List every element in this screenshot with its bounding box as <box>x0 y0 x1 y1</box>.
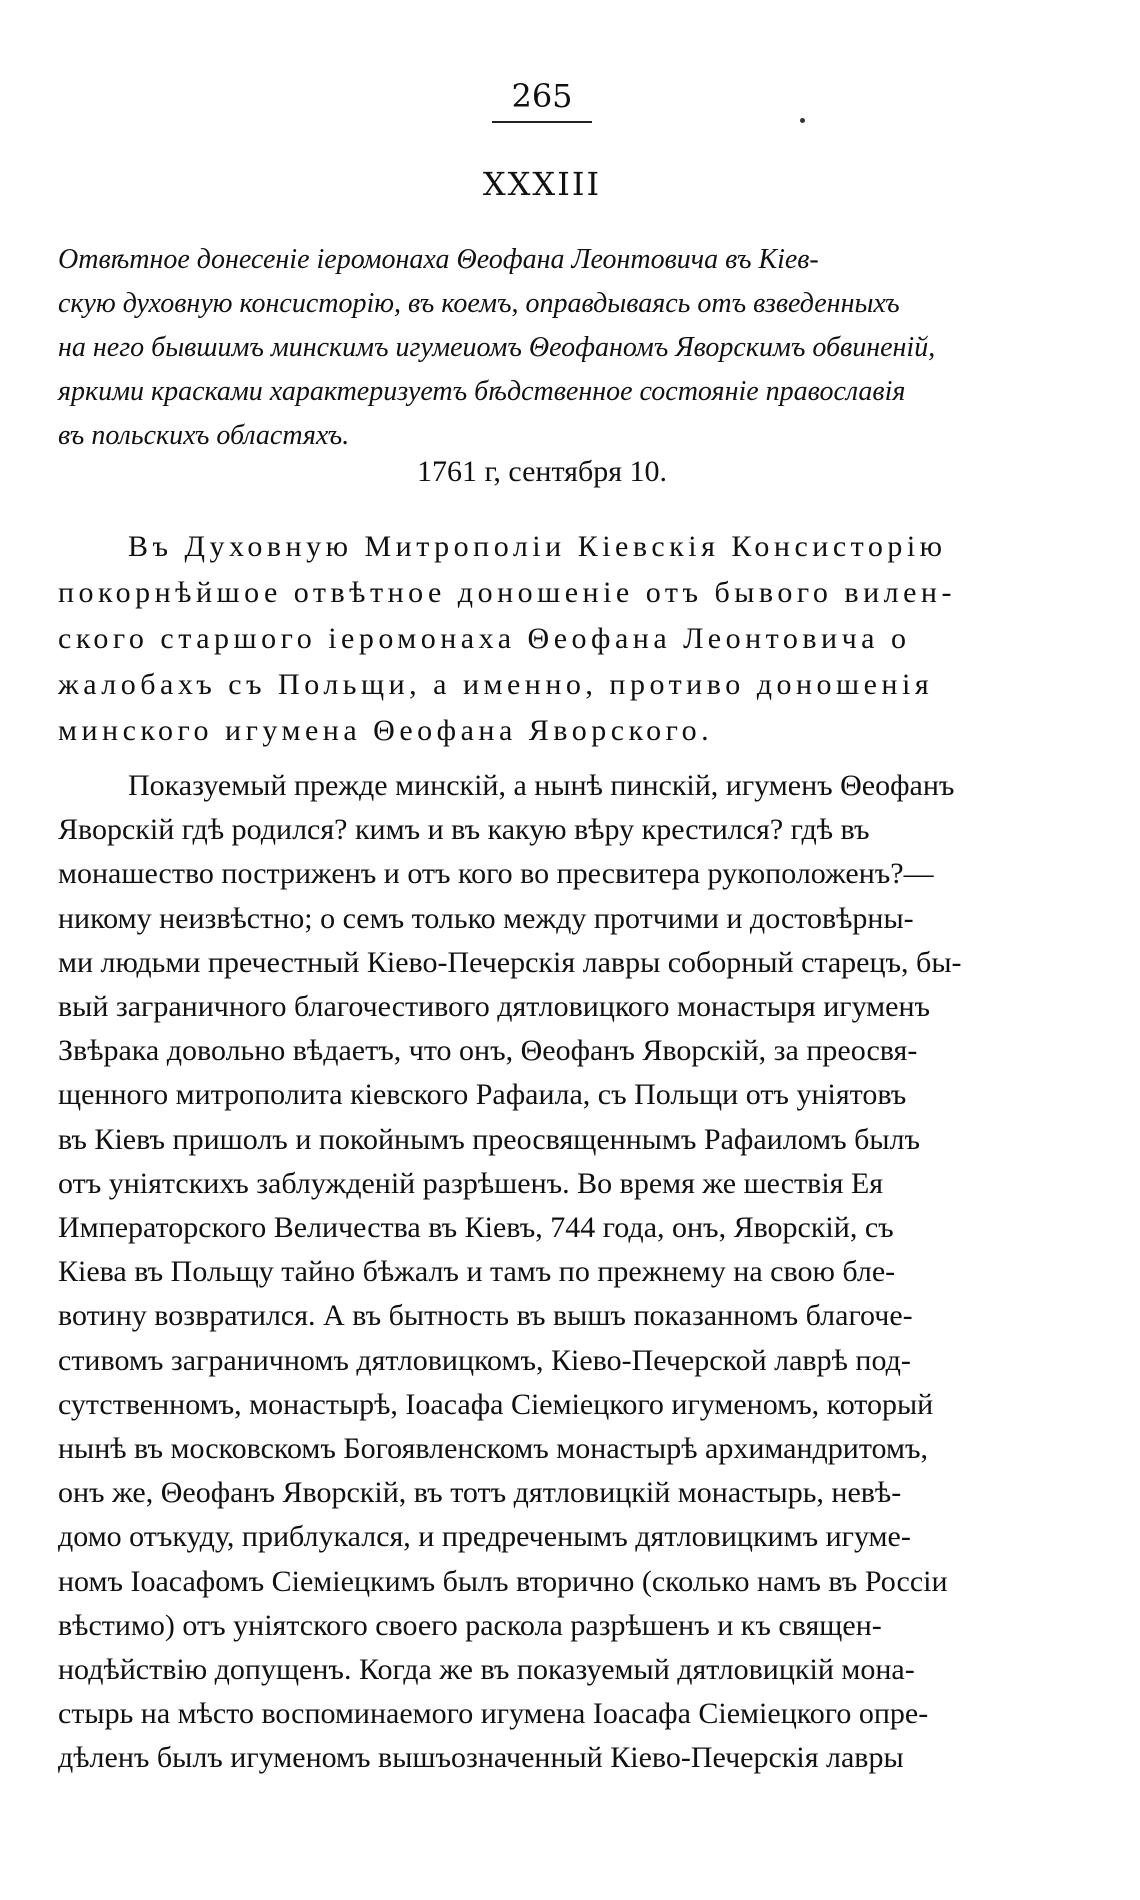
body-line: Звѣрака довольно вѣдаетъ, что онъ, Θеофанъ Яворскій, за преосвя- <box>58 1034 918 1068</box>
body-line: въ Кіевъ пришолъ и покойнымъ преосвященнымъ Рафаиломъ былъ <box>58 1122 921 1156</box>
address-line: минского игумена Θеофана Яворского. <box>58 714 714 747</box>
body-line: Императорского Величества въ Кіевъ, 744 года, онъ, Яворскій, съ <box>58 1211 894 1245</box>
summary-line: Отвѣтное донесеніе іеромонаха Θеофана Леонтовича въ Кіев- <box>58 244 819 275</box>
document-summary <box>58 238 1040 458</box>
body-line: вѣстимо) отъ уніятского своего раскола разрѣшенъ и къ священ- <box>58 1608 882 1642</box>
body-paragraph <box>58 764 1048 1781</box>
body-line: щенного митрополита кіевского Рафаила, съ Польщи отъ уніятовъ <box>58 1078 907 1112</box>
body-line: нынѣ въ московскомъ Богоявленскомъ монастырѣ архимандритомъ, <box>58 1432 928 1466</box>
body-line: отъ уніятскихъ заблужденій разрѣшенъ. Во время же шествія Ея <box>58 1166 884 1200</box>
summary-line: яркими красками характеризуетъ бѣдственное состояніе православія <box>58 376 906 407</box>
print-speck <box>800 118 805 123</box>
body-line: стырь на мѣсто воспоминаемого игумена Іоасафа Сіеміецкого опре- <box>58 1697 929 1731</box>
summary-line: на него бывшимъ минскимъ игумеиомъ Θеофаномъ Яворскимъ обвиненій, <box>58 332 936 363</box>
page-number-rule <box>492 121 592 123</box>
body-line: онъ же, Θеофанъ Яворскій, въ тотъ дятловицкій монастырь, невѣ- <box>58 1476 902 1510</box>
body-line: сутственномъ, монастырѣ, Іоасафа Сіеміецкого игуменомъ, который <box>58 1387 934 1421</box>
body-line: монашество постриженъ и отъ кого во пресвитера рукоположенъ?— <box>58 857 934 891</box>
body-line: стивомъ заграничномъ дятловицкомъ, Кіево-Печерской лаврѣ под- <box>58 1343 911 1377</box>
body-line: вотину возвратился. А въ бытность въ вышъ показанномъ благоче- <box>58 1299 913 1333</box>
body-line: нодѣйствію допущенъ. Когда же въ показуемый дятловицкій мона- <box>58 1653 915 1687</box>
body-line: ми людьми пречестный Кіево-Печерскія лавры соборный старецъ, бы- <box>58 945 962 979</box>
address-line: жалобахъ съ Польщи, а именно, противо доношенія <box>58 668 934 701</box>
section-number: XXXIII <box>482 165 602 203</box>
summary-line: въ польскихъ областяхъ. <box>58 420 350 451</box>
body-line: дѣленъ былъ игуменомъ вышъозначенный Кіево-Печерскія лавры <box>58 1741 904 1775</box>
address-line: покорнѣйшое отвѣтное доношеніе отъ бывого вилен- <box>58 576 956 609</box>
summary-line: скую духовную консисторію, въ коемъ, оправдываясь отъ взведенныхъ <box>58 288 900 319</box>
body-line: номъ Іоасафомъ Сіеміецкимъ былъ вторично (сколько намъ въ Россіи <box>58 1564 948 1598</box>
body-line: Яворскій гдѣ родился? кимъ и въ какую вѣру крестился? гдѣ въ <box>58 813 870 847</box>
address-line: Въ Духовную Митрополіи Кіевскія Консисторію <box>128 530 947 563</box>
body-line: вый заграничного благочестивого дятловицкого монастыря игуменъ <box>58 990 931 1024</box>
body-line: никому неизвѣстно; о семъ только между протчими и достовѣрны- <box>58 901 914 935</box>
body-line: домо отъкуду, приблукался, и предреченымъ дятловицкимъ игуме- <box>58 1520 911 1554</box>
page-number: 265 <box>511 77 573 115</box>
address-line: ского старшого іеромонаха Θеофана Леонтовича о <box>58 622 911 655</box>
document-date: 1761 г, сентября 10. <box>416 455 668 488</box>
body-line: Кіева въ Польщу тайно бѣжалъ и тамъ по прежнему на свою бле- <box>58 1255 896 1289</box>
body-line: Показуемый прежде минскій, а нынѣ пинскій, игуменъ Θеофанъ <box>128 769 955 802</box>
address-heading <box>58 524 1048 754</box>
